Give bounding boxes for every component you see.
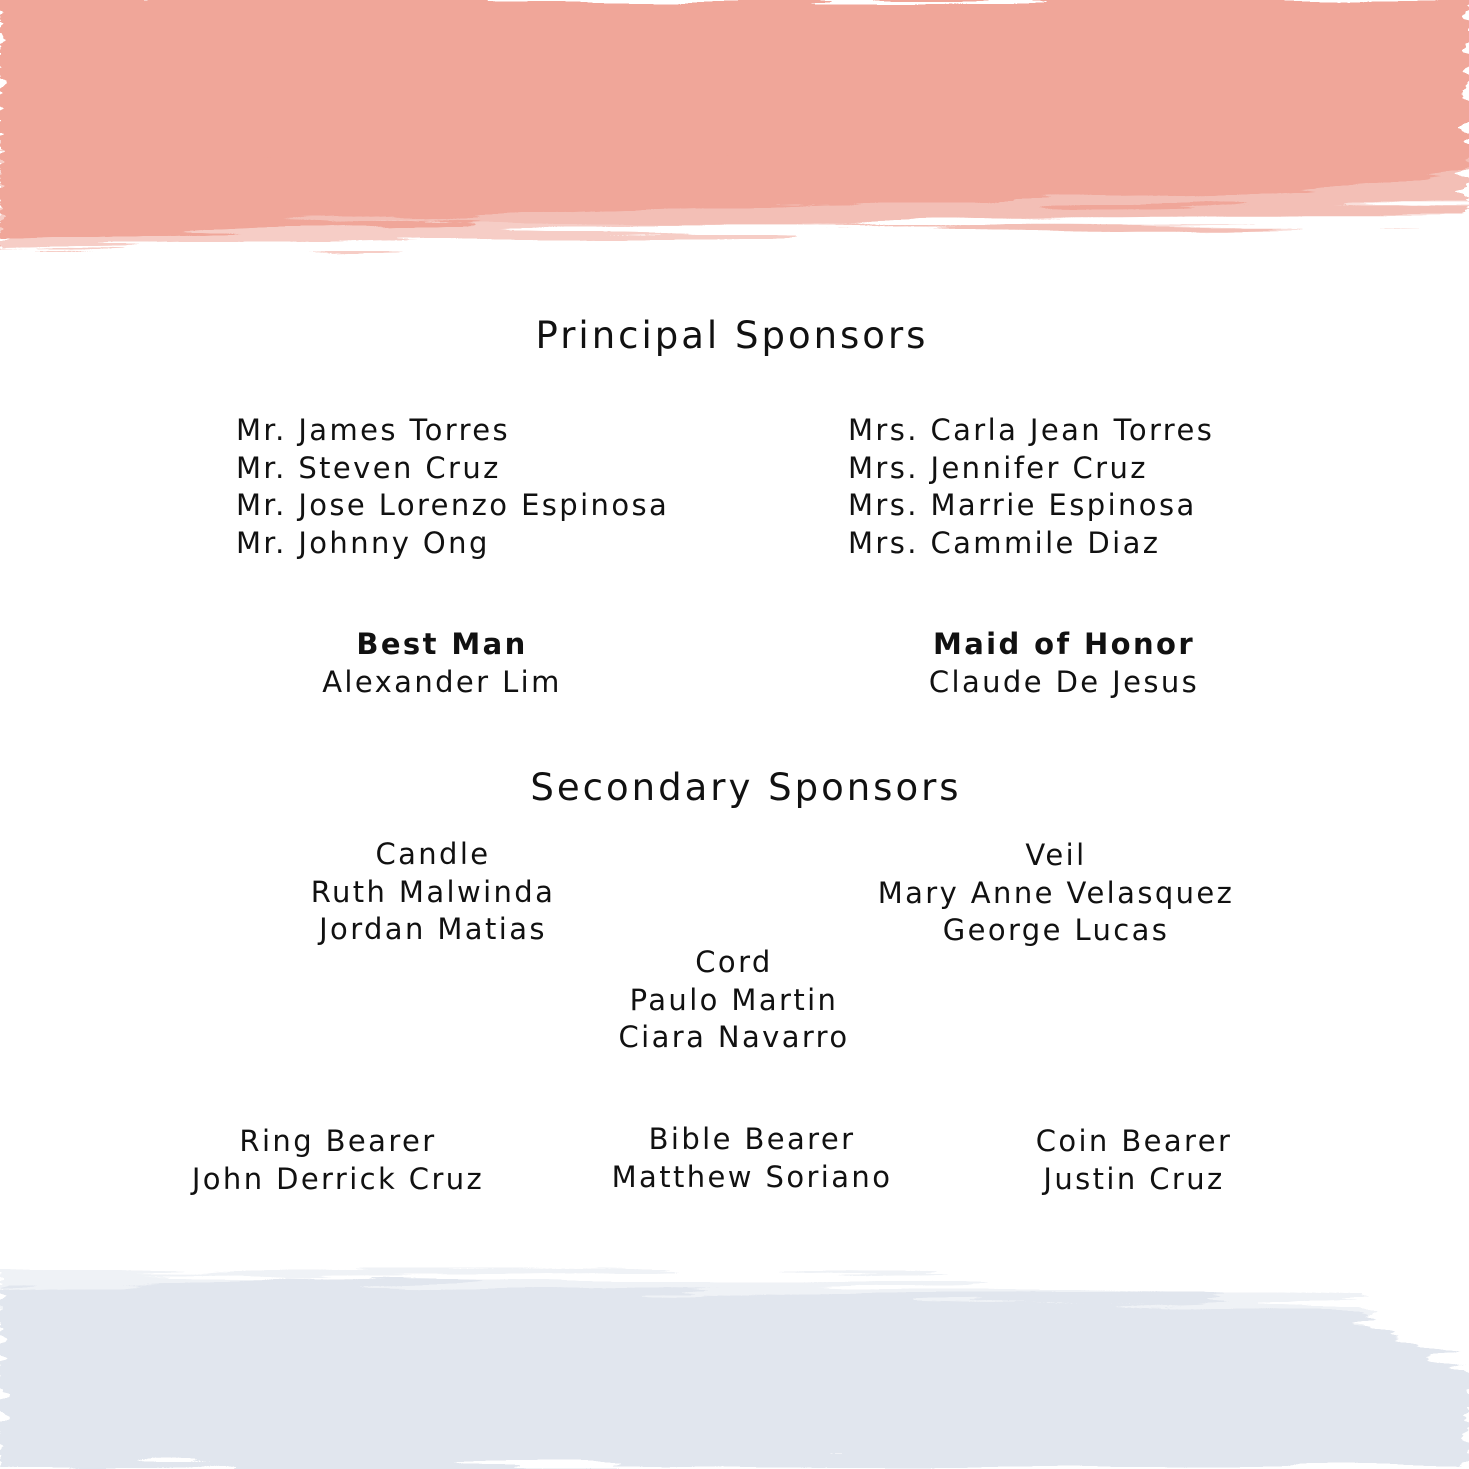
ring-bearer-name: John Derrick Cruz: [191, 1161, 485, 1196]
candle-sponsor-name: Ruth Malwinda: [310, 874, 556, 909]
cord-sponsor-name: Ciara Navarro: [618, 1020, 850, 1054]
principal-sponsor-woman: Mrs. Cammile Diaz: [848, 525, 1161, 560]
principal-sponsor-woman: Mrs. Jennifer Cruz: [848, 450, 1148, 485]
bible-bearer-block: [582, 1121, 922, 1196]
principal-sponsor-man: Mr. James Torres: [236, 413, 511, 447]
veil-sponsor-name: George Lucas: [942, 913, 1170, 947]
principal-sponsor-man: Mr. Jose Lorenzo Espinosa: [236, 488, 670, 522]
maid-of-honor-name: Claude De Jesus: [928, 664, 1200, 699]
candle-sponsor-name: Jordan Matias: [319, 912, 547, 946]
best-man-label: Best Man: [356, 627, 528, 661]
principal-sponsor-man: Mr. Steven Cruz: [236, 450, 501, 485]
coin-bearer-name: Justin Cruz: [1043, 1161, 1225, 1196]
best-man-block: [282, 626, 602, 701]
veil-sponsor-name: Mary Anne Velasquez: [877, 875, 1235, 910]
coin-bearer-block: [1004, 1123, 1264, 1198]
principal-sponsor-woman: Mrs. Marrie Espinosa: [848, 488, 1197, 522]
best-man-name: Alexander Lim: [322, 664, 562, 699]
cord-label: Cord: [695, 945, 773, 979]
ring-bearer-block: [168, 1123, 508, 1198]
veil-block: [846, 837, 1266, 950]
secondary-sponsors-heading: Secondary Sponsors: [530, 766, 962, 809]
principal-sponsor-woman: Mrs. Carla Jean Torres: [848, 413, 1215, 447]
candle-label: Candle: [375, 837, 491, 871]
principal-sponsors-women-list: [848, 412, 1214, 562]
veil-label: Veil: [1025, 838, 1087, 872]
maid-of-honor-label: Maid of Honor: [932, 627, 1196, 661]
cord-block: [584, 944, 884, 1057]
principal-sponsors-heading: Principal Sponsors: [535, 314, 929, 357]
principal-sponsors-men-list: [236, 412, 669, 562]
coin-bearer-label: Coin Bearer: [1035, 1124, 1233, 1158]
maid-of-honor-block: [884, 626, 1244, 701]
cord-sponsor-name: Paulo Martin: [629, 982, 839, 1017]
candle-block: [263, 836, 603, 949]
principal-sponsor-man: Mr. Johnny Ong: [236, 525, 490, 560]
bible-bearer-label: Bible Bearer: [648, 1122, 856, 1156]
ring-bearer-label: Ring Bearer: [239, 1124, 437, 1158]
bible-bearer-name: Matthew Soriano: [611, 1159, 893, 1194]
